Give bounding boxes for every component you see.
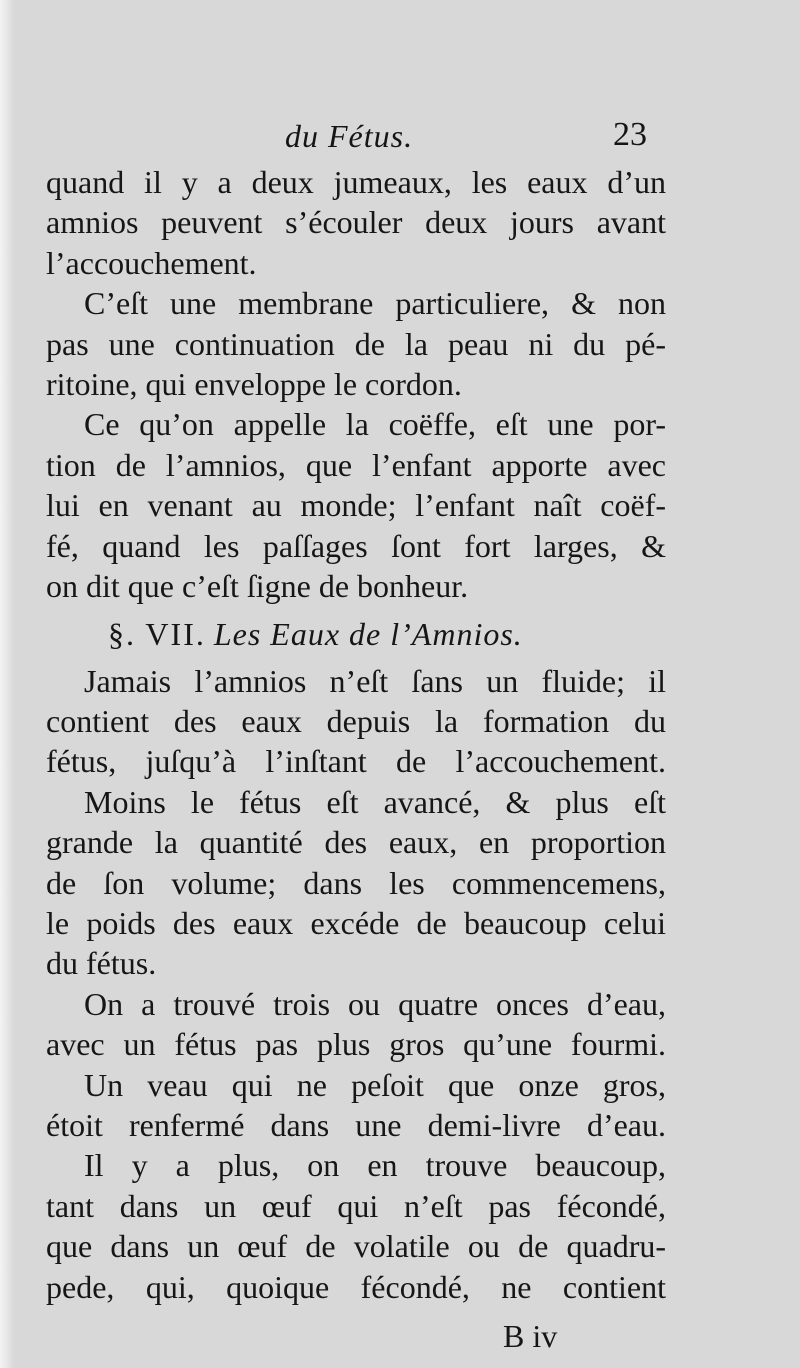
signature-mark: B iv xyxy=(503,1318,558,1354)
page-header xyxy=(0,112,800,160)
text-line: On a trouvé trois ou quatre onces d’eau, xyxy=(84,985,666,1022)
section-heading xyxy=(46,614,666,654)
text-line: fé, quand les paſſages ſont fort larges, & xyxy=(46,527,666,564)
text-line: avec un fétus pas plus gros qu’une fourmi. xyxy=(46,1026,666,1063)
text-line: C’eſt une membrane particuliere, & non xyxy=(84,285,666,322)
text-line: Il y a plus, on en trouve beaucoup, xyxy=(84,1147,666,1184)
text-line: Un veau qui ne peſoit que onze gros, xyxy=(84,1066,666,1103)
text-line: fétus, juſqu’à l’inſtant de l’accouchement. xyxy=(46,743,666,780)
section-title: Les Eaux de l’Amnios. xyxy=(213,616,523,653)
text-line: Jamais l’amnios n’eſt ſans un fluide; il xyxy=(84,662,666,699)
running-head: du Fétus. xyxy=(285,118,414,154)
text-line: tion de l’amnios, que l’enfant apporte avec xyxy=(46,446,666,483)
text-line: lui en venant au monde; l’enfant naît coëf- xyxy=(46,487,666,524)
text-body xyxy=(46,162,666,1307)
text-line: étoit renfermé dans une demi-livre d’eau. xyxy=(46,1106,666,1143)
page-edge xyxy=(0,0,14,1368)
text-line: on dit que c’eſt ſigne de bonheur. xyxy=(46,567,469,604)
text-line: ritoine, qui enveloppe le cordon. xyxy=(46,365,462,402)
text-line: tant dans un œuf qui n’eſt pas fécondé, xyxy=(46,1187,666,1224)
text-line: grande la quantité des eaux, en proportion xyxy=(46,824,666,861)
text-line: Ce qu’on appelle la coëffe, eſt une por- xyxy=(84,406,666,443)
text-line: contient des eaux depuis la formation du xyxy=(46,703,666,740)
page-number: 23 xyxy=(613,116,647,153)
section-number: §. VII. xyxy=(108,616,206,653)
text-line: de ſon volume; dans les commencemens, xyxy=(46,864,666,901)
text-line: quand il y a deux jumeaux, les eaux d’un xyxy=(46,164,666,200)
text-line: l’accouchement. xyxy=(46,244,257,281)
text-line: pas une continuation de la peau ni du pé- xyxy=(46,325,666,362)
text-line: pede, qui, quoique fécondé, ne contient xyxy=(46,1268,666,1305)
text-line: Moins le fétus eſt avancé, & plus eſt xyxy=(84,783,666,820)
text-line: du fétus. xyxy=(46,945,157,982)
text-line: amnios peuvent s’écouler deux jours avant xyxy=(46,204,666,241)
text-line: que dans un œuf de volatile ou de quadru- xyxy=(46,1228,666,1265)
text-line: le poids des eaux excéde de beaucoup celui xyxy=(46,905,666,942)
